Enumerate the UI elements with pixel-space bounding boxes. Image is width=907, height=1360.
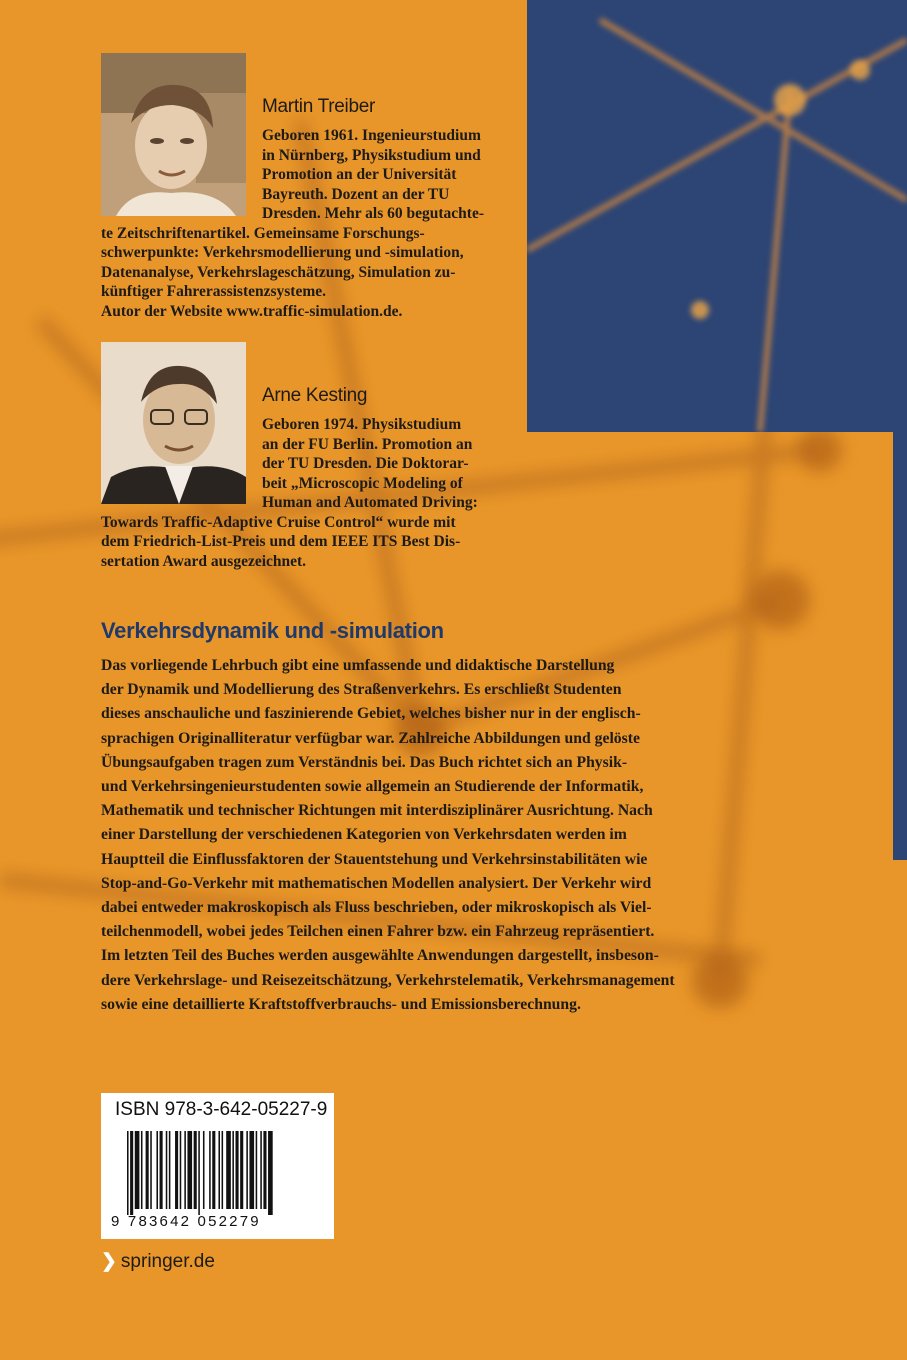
isbn-label: ISBN 978-3-642-05227-9 (115, 1099, 328, 1120)
author-bio: Geboren 1961. Ingenieurstudium in Nürnberg, Physikstudium und Promotion an der Universität Bayreuth. Dozent an der TU Dresden. Mehr als 60 begutachte- te Zeitschriftenartikel. Gemeinsame Forschungs- schwerpunkte: Verkehrsmodellierung und -simulation, Datenanalyse, Verkehrslageschätzung, Simulation zu- künftiger Fahrerassistenzsysteme. Autor der Website www.traffic-simulation.de. (101, 127, 485, 320)
publisher-text: springer.de (120, 1251, 215, 1272)
book-title-heading: Verkehrsdynamik und -simulation (101, 618, 444, 643)
author-name: Martin Treiber (262, 96, 376, 117)
publisher-link[interactable] (101, 1250, 215, 1273)
book-description: Das vorliegende Lehrbuch gibt eine umfassende und didaktische Darstellung der Dynamik und Modellierung des Straßenverkehrs. Es erschließt Studenten dieses anschauliche und faszinierende Gebiet, welches bisher nur in der englisch- sprachigen Originalliteratur verfügbar war. Zahlreiche Abbildungen und gelöste Übungsaufgaben tragen zum Verständnis bei. Das Buch richtet sich an Physik- und Verkehrsingenieurstudenten sowie allgemein an Studierende der Informatik, Mathematik und technischer Richtungen mit interdisziplinärer Ausrichtung. Nach einer Darstellung der verschiedenen Kategorien von Verkehrsdaten werden im Hauptteil die Einflussfaktoren der Stauentstehung und Verkehrsinstabilitäten wie Stop-and-Go-Verkehr mit mathematischen Modellen analysiert. Der Verkehr wird dabei entweder makroskopisch als Fluss beschrieben, oder mikroskopisch als Viel- teilchenmodell, wobei jedes Teilchen einen Fahrer bzw. ein Fahrzeug repräsentiert. Im letzten Teil des Buches werden ausgewählte Anwendungen dargestellt, insbeson- dere Verkehrslage- und Reisezeitschätzung, Verkehrstelematik, Verkehrsmanagement sowie eine detaillierte Kraftstoffverbrauchs- und Emissionsberechnung. (101, 657, 675, 1013)
barcode-bars (127, 1131, 323, 1215)
author-name: Arne Kesting (262, 385, 368, 406)
barcode-digits: 9 783642 052279 (111, 1213, 261, 1230)
isbn-barcode (101, 1093, 334, 1239)
author-bio: Geboren 1974. Physikstudium an der FU Berlin. Promotion an der TU Dresden. Die Doktorar- beit „Microscopic Modeling of Human and Automated Driving: Towards Traffic-Adaptive Cruise Control“ wurde mit dem Friedrich-List-Preis und dem IEEE ITS Best Dis- sertation Award ausgezeichnet. (101, 416, 478, 570)
chevron-right-icon: ❯ (101, 1251, 117, 1272)
